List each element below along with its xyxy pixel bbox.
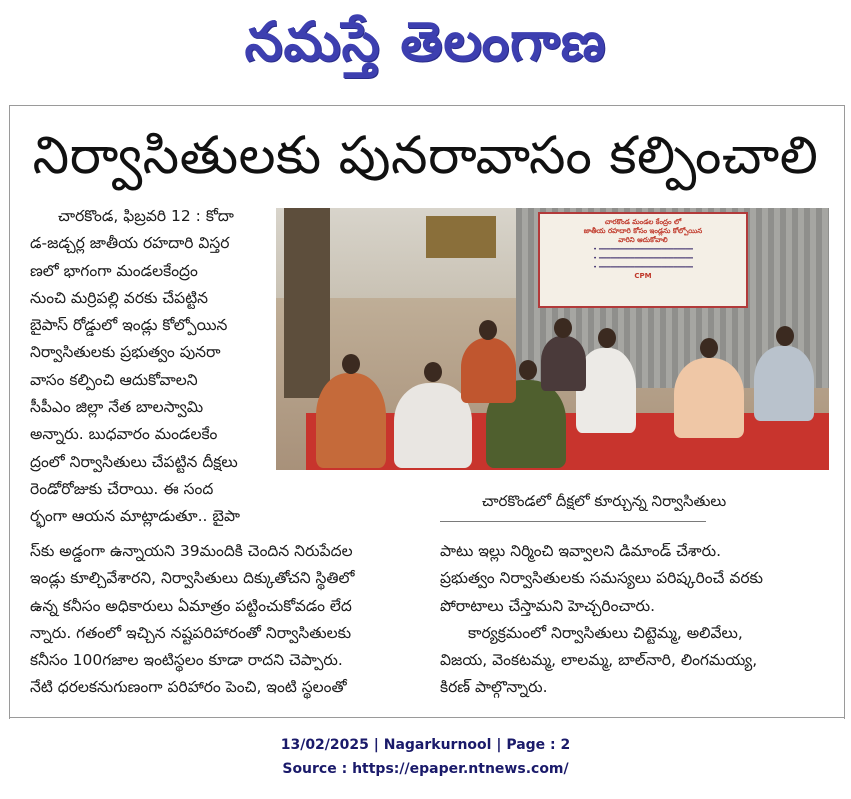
text-line: అన్నారు. బుధవారం మండలకేం: [30, 425, 218, 444]
photo-person: [754, 346, 814, 421]
photo-person-head: [479, 320, 497, 340]
banner-line: జాతీయ రహదారి కోసం ఇండ్లను కోల్పోయిన: [583, 227, 703, 235]
text-line: కిరణ్ పాల్గొన్నారు.: [440, 678, 548, 697]
text-line: ద్రంలో నిర్వాసితులు చేపట్టిన దీక్షలు: [30, 452, 238, 471]
source-footer: [0, 733, 851, 781]
text-line: బైపాస్ రోడ్డులో ఇండ్లు కోల్పోయిన: [30, 316, 228, 335]
banner-line: CPM: [634, 272, 652, 280]
banner-line: • ━━━━━━━━━━━━━━━━━━━━━━━━: [593, 263, 693, 271]
text-line: ఉన్న కనీసం అధికారులు ఏమాత్రం పట్టించుకోవడం లేద: [30, 596, 352, 615]
photo-person: [674, 358, 744, 438]
text-line: నుంచి మర్రిపల్లి వరకు చేపట్టిన: [30, 288, 209, 307]
banner-line: • ━━━━━━━━━━━━━━━━━━━━━━━━: [593, 254, 693, 262]
text-line: ణలో భాగంగా మండలకేంద్రం: [30, 261, 198, 280]
text-line: విజయ, వెంకటమ్మ, లాలమ్మ, బాల్‌నారి, లింగమయ్య,: [440, 651, 758, 670]
photo-person: [541, 336, 586, 391]
footer-date-edition: 13/02/2025 | Nagarkurnool | Page : 2: [280, 737, 571, 753]
text-line: వాసం కల్పించి ఆదుకోవాలని: [30, 370, 198, 389]
text-line: నేటి ధరలకనుగుణంగా పరిహారం పెంచి, ఇంటి స్థలంతో: [30, 678, 347, 697]
banner-line: వారిని ఆదుకోవాలి: [618, 236, 668, 244]
photo-person-head: [700, 338, 718, 358]
photo-person-head: [519, 360, 537, 380]
article-headline: నిర్వాసితులకు పునరావాసం కల్పించాలి: [32, 126, 819, 186]
text-line: ర్భంగా ఆయన మాట్లాడుతూ.. బైపా: [30, 507, 240, 526]
protest-banner: [538, 212, 748, 308]
photo-person-head: [598, 328, 616, 348]
article-column-left-top: [30, 203, 273, 553]
text-line: రెండోరోజుకు చేరాయి. ఈ సంద: [30, 479, 214, 498]
photo-person: [316, 373, 386, 468]
photo-tree: [284, 208, 330, 398]
photo-person-head: [342, 354, 360, 374]
text-line: ప్రభుత్వం నిర్వాసితులకు సమస్యలు పరిష్కరించే వరకు: [440, 569, 764, 588]
text-line: స్‌కు అడ్డంగా ఉన్నాయని 39మందికి చెందిన నిరుపేదల: [30, 542, 353, 560]
text-line: పోరాటాలు చేస్తామని హెచ్చరించారు.: [440, 596, 656, 615]
newspaper-masthead: నమస్తే తెలంగాణ: [244, 9, 607, 73]
caption-divider: [440, 521, 706, 522]
photo-caption: చారకొండలో దీక్షలో కూర్చున్న నిర్వాసితులు: [482, 492, 727, 510]
text-line: చారకొండ, ఫిబ్రవరి 12 : కోదా: [58, 207, 234, 225]
banner-line: • ━━━━━━━━━━━━━━━━━━━━━━━━: [593, 245, 693, 253]
text-line: సీపీఎం జిల్లా నేత బాలస్వామి: [30, 398, 204, 417]
text-line: ఇండ్లు కూల్చివేశారని, నిర్వాసితులు దిక్కుతోచని స్థితిలో: [30, 569, 355, 588]
clipping-bottom-rule: [9, 717, 845, 718]
photo-truck: [426, 216, 496, 258]
article-column-left-bottom: [30, 538, 428, 718]
photo-person: [461, 338, 516, 403]
text-line: డ-జడ్చర్ల జాతీయ రహదారి విస్తర: [30, 234, 230, 253]
photo-person-head: [554, 318, 572, 338]
text-line: పాటు ఇల్లు నిర్మించి ఇవ్వాలని డిమాండ్ చేశారు.: [440, 542, 722, 560]
text-line: కార్యక్రమంలో నిర్వాసితులు చిట్టెమ్మ, అలివేలు,: [468, 623, 743, 642]
footer-source-link[interactable]: Source : https://epaper.ntnews.com/: [282, 761, 569, 777]
photo-person-head: [776, 326, 794, 346]
banner-line: చారకొండ మండల కేంద్రం లో: [604, 218, 682, 226]
text-line: నిర్వాసితులకు ప్రభుత్వం పునరా: [30, 343, 221, 362]
article-column-right-bottom: [440, 538, 830, 708]
photo-person-head: [424, 362, 442, 382]
text-line: కనీసం 100గజాల ఇంటిస్థలం కూడా రాదని చెప్పారు.: [30, 651, 343, 670]
text-line: న్నారు. గతంలో ఇచ్చిన నష్టపరిహారంతో నిర్వాసితులకు: [30, 623, 352, 642]
protest-photo: [276, 208, 829, 470]
